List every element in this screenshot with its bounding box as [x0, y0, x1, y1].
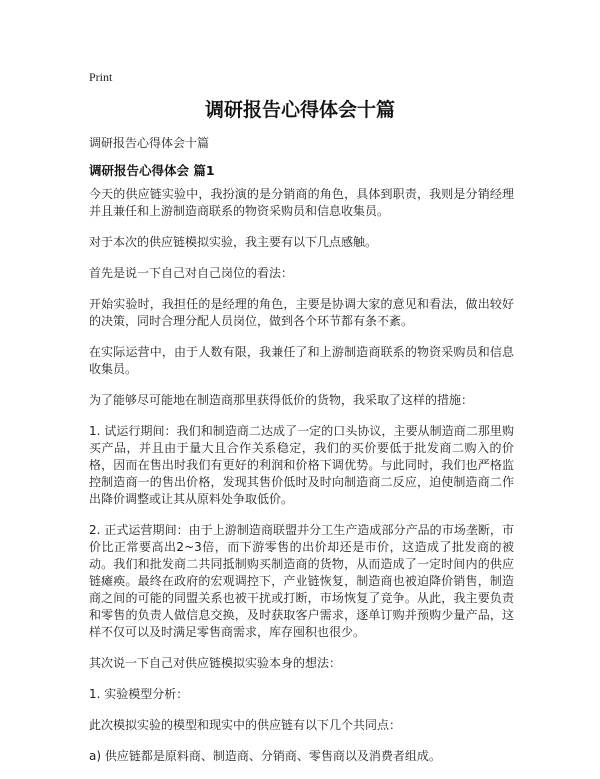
- paragraph-6: 为了能够尽可能地在制造商那里获得低价的货物，我采取了这样的措施：: [89, 393, 474, 407]
- paragraph-1: 今天的供应链实验中，我扮演的是分销商的角色，具体到职责，我则是分销经理并且兼任和上游制造商联系的物资采购员和信息收集员。: [89, 187, 514, 218]
- section-heading: 调研报告心得体会 篇1: [89, 163, 215, 178]
- print-link[interactable]: Print: [89, 70, 113, 84]
- document-subtitle: 调研报告心得体会十篇: [89, 136, 210, 150]
- paragraph-11: 此次模拟实验的模型和现实中的供应链有以下几个共同点：: [89, 718, 402, 732]
- document-body: [89, 186, 514, 779]
- paragraph-2: 对于本次的供应链模拟实验，我主要有以下几点感触。: [89, 235, 378, 249]
- paragraph-8: 2. 正式运营期间：由于上游制造商联盟并分工生产造成部分产品的市场垄断，市价比正常要高出2~3倍，而下游零售的出价却还是市价，这造成了批发商的被动。我们和批发商二共同抵制购买制造商的货物，从而造成了一定时间内的供应链瘫痪。最终在政府的宏观调控下，产业链恢复，制造商也被迫降价销售，制造商之间的可能的同盟关系也被干扰或打断，市场恢复了竞争。从此，我主要负责和零售的负责人做信息交换，及时获取客户需求，逐单订购并预购少量产品，这样不仅可以及时满足零售商需求，库存囤积也很少。: [89, 523, 514, 639]
- paragraph-12: a) 供应链都是原料商、制造商、分销商、零售商以及消费者组成。: [89, 749, 441, 763]
- paragraph-3: 首先是说一下自己对自己岗位的看法：: [89, 266, 294, 280]
- paragraph-9: 其次说一下自己对供应链模拟实验本身的想法：: [89, 656, 342, 670]
- paragraph-5: 在实际运营中，由于人数有限，我兼任了和上游制造商联系的物资采购员和信息收集员。: [89, 345, 514, 376]
- page-title: 调研报告心得体会十篇: [204, 99, 395, 121]
- paragraph-4: 开始实验时，我担任的是经理的角色，主要是协调大家的意见和看法，做出较好的决策，同时合理分配人员岗位，做到各个环节都有条不紊。: [89, 297, 514, 328]
- paragraph-7: 1. 试运行期间：我们和制造商二达成了一定的口头协议，主要从制造商二那里购买产品，并且由于量大且合作关系稳定，我们的买价要低于批发商二购入的价格，因而在售出时我们有更好的利润和价格下调优势。与此同时，我们也严格监控制造商一的售出价格，发现其售价低时及时向制造商二反应，迫使制造商二作出降价调整或让其从原料处争取低价。: [89, 424, 514, 506]
- paragraph-10: 1. 实验模型分析：: [89, 687, 189, 701]
